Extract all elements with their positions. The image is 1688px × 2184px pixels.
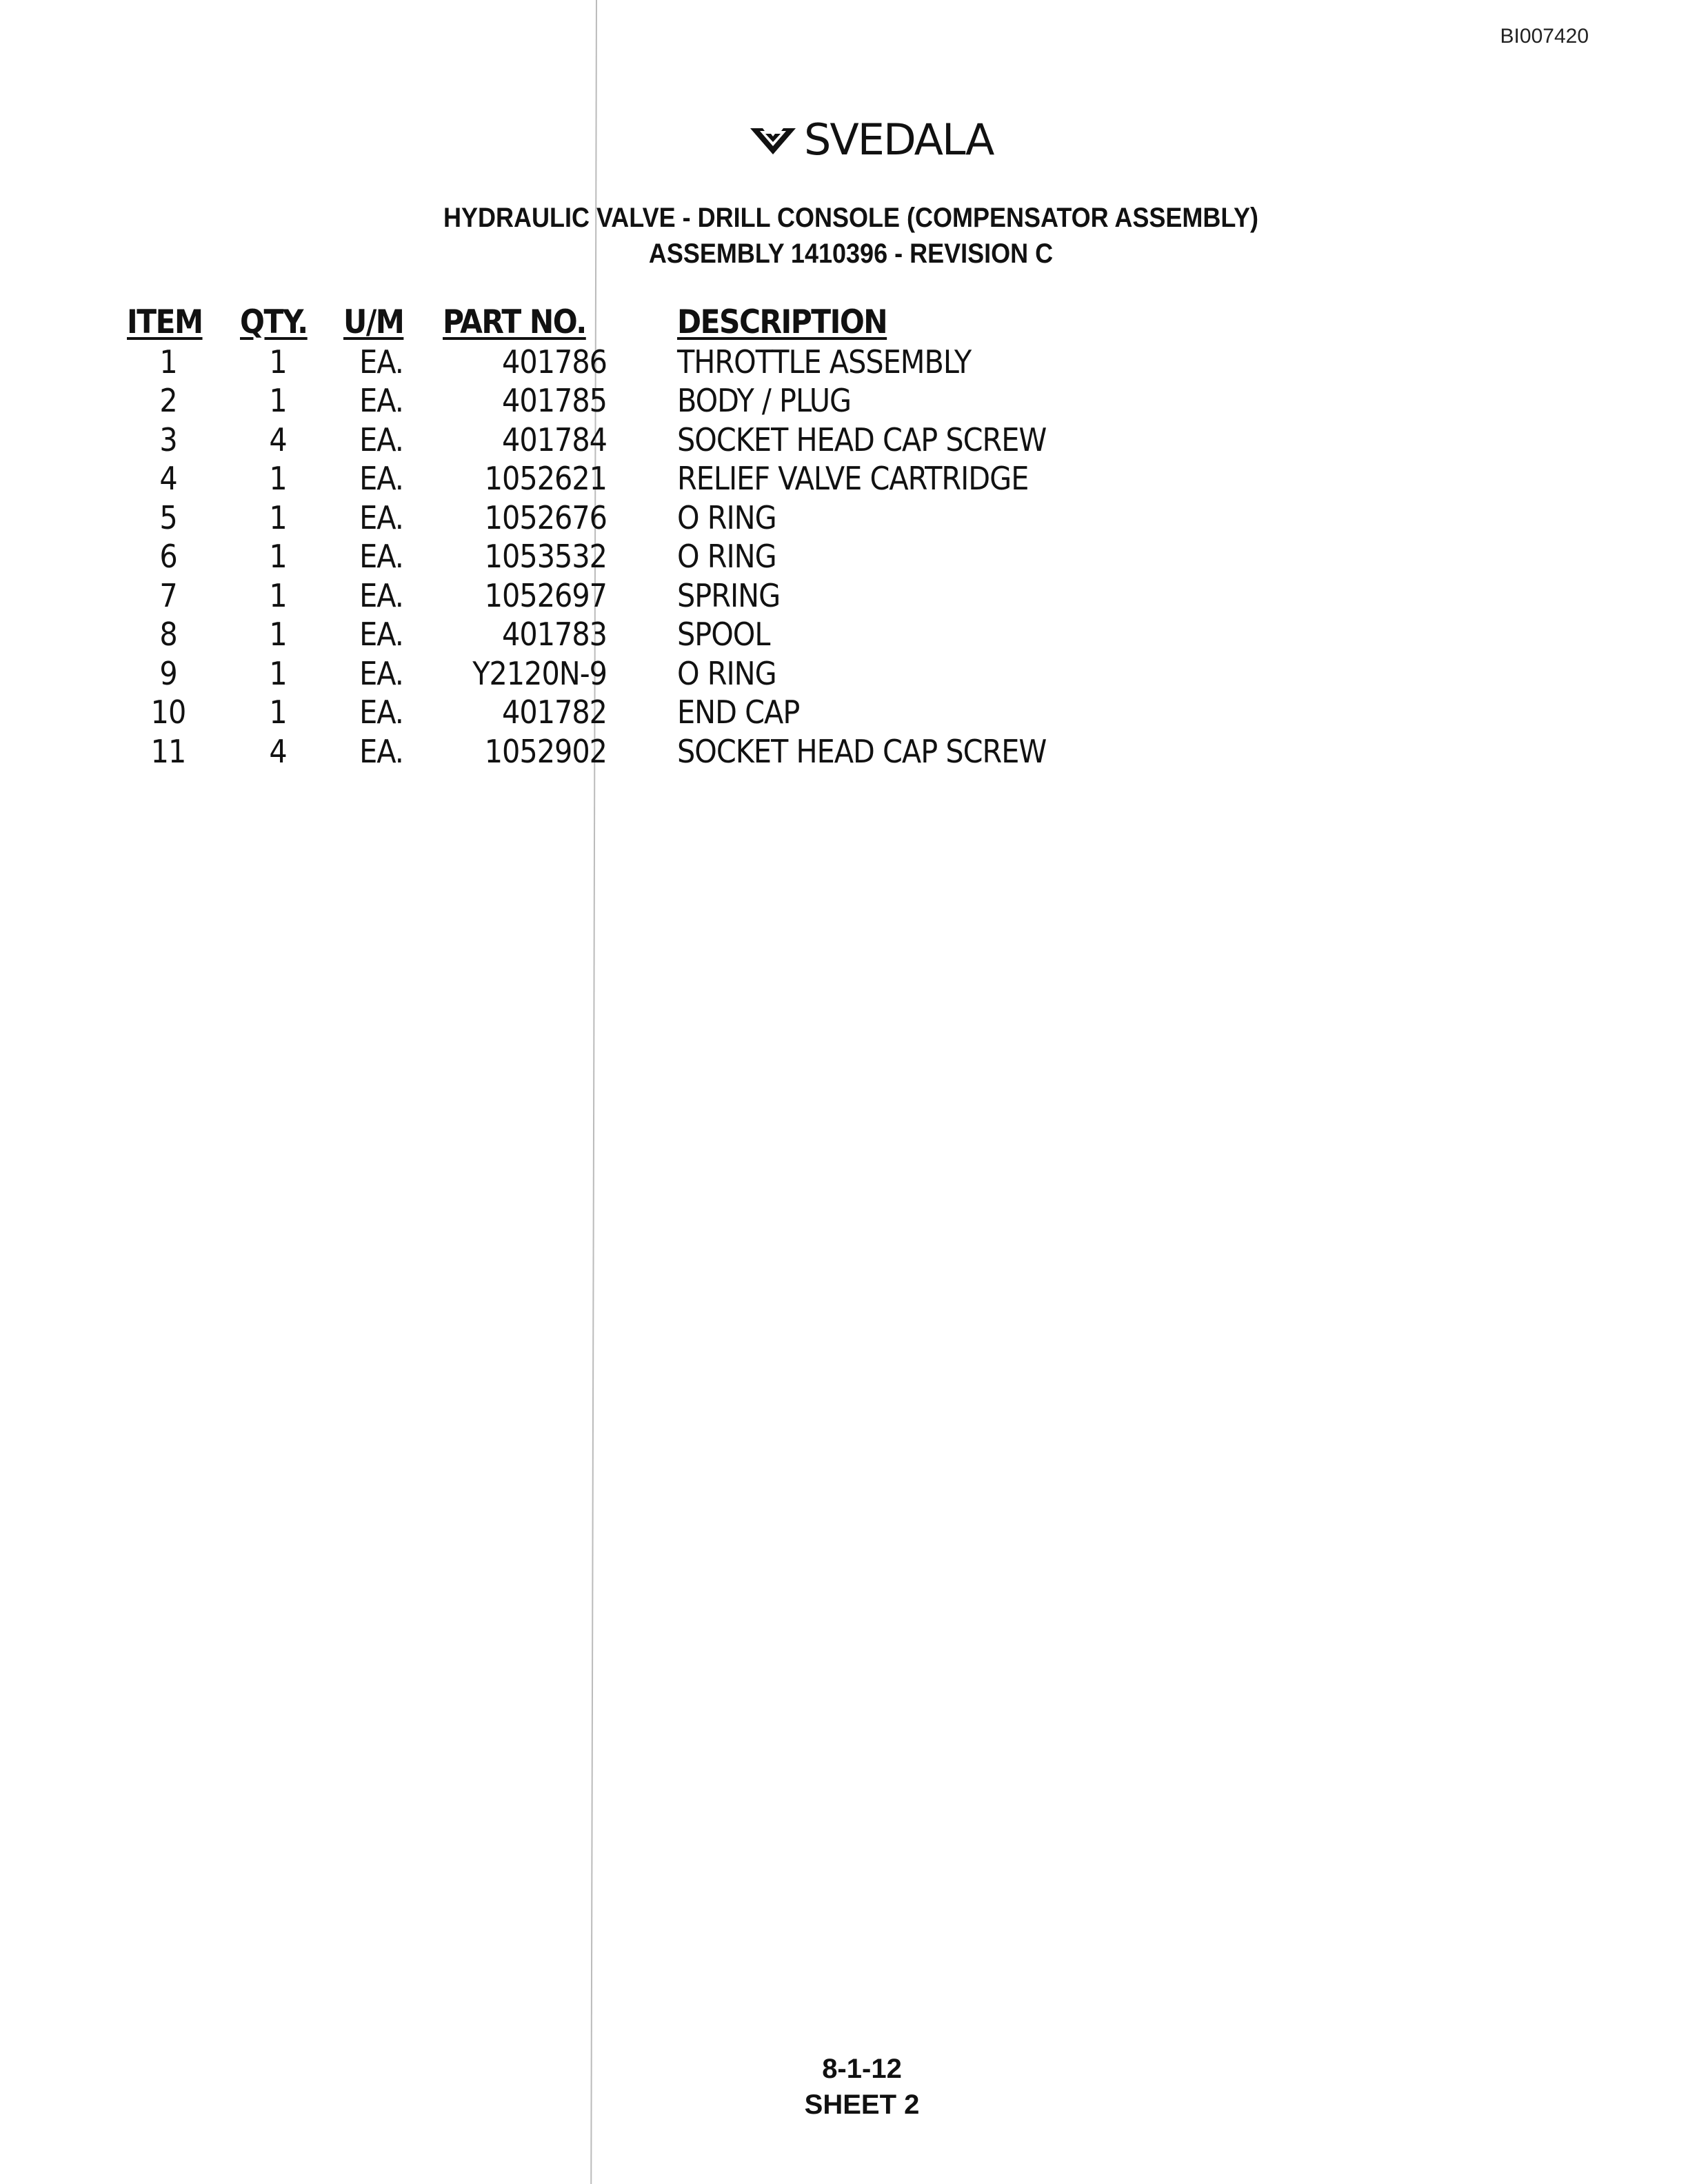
cell-qty: 1 [269, 576, 287, 614]
cell-um: EA. [359, 498, 403, 536]
cell-part-no: Y2120N-9 [472, 654, 607, 692]
cell-qty: 1 [269, 460, 287, 497]
cell-item: 7 [159, 576, 177, 614]
cell-um: EA. [359, 421, 403, 458]
cell-qty: 1 [269, 498, 287, 536]
cell-um: EA. [359, 732, 403, 770]
cell-description: THROTTLE ASSEMBLY [677, 343, 972, 381]
header-part-no: PART NO. [443, 303, 586, 341]
title-line-2: ASSEMBLY 1410396 - REVISION C [648, 239, 1054, 269]
cell-part-no: 401784 [502, 421, 607, 458]
document-title [0, 200, 1688, 272]
cell-part-no: 401785 [502, 382, 607, 419]
page-number: 8-1-12 [822, 2054, 902, 2084]
document-id: BI007420 [1500, 25, 1589, 48]
cell-um: EA. [359, 694, 403, 731]
cell-part-no: 401783 [502, 616, 607, 653]
sheet-number: SHEET 2 [804, 2090, 920, 2120]
cell-qty: 1 [269, 538, 287, 575]
cell-qty: 1 [269, 343, 287, 381]
cell-description: SPOOL [677, 616, 770, 653]
svedala-heart-mark-icon [747, 124, 798, 156]
cell-item: 6 [159, 538, 177, 575]
cell-description: SOCKET HEAD CAP SCREW [677, 732, 1047, 770]
cell-item: 8 [159, 616, 177, 653]
cell-description: O RING [677, 538, 776, 575]
cell-um: EA. [359, 538, 403, 575]
header-um: U/M [343, 303, 404, 341]
cell-part-no: 1053532 [484, 538, 607, 575]
cell-item: 9 [159, 654, 177, 692]
svedala-logo [747, 114, 994, 165]
cell-description: SOCKET HEAD CAP SCREW [677, 421, 1047, 458]
cell-qty: 1 [269, 694, 287, 731]
cell-qty: 4 [269, 421, 287, 458]
cell-item: 5 [159, 498, 177, 536]
cell-item: 1 [159, 343, 177, 381]
cell-part-no: 401786 [502, 343, 607, 381]
svedala-logo-text: SVEDALA [804, 114, 994, 165]
cell-part-no: 1052621 [484, 460, 607, 497]
cell-qty: 1 [269, 654, 287, 692]
cell-description: SPRING [677, 576, 781, 614]
header-item: ITEM [127, 303, 203, 341]
cell-description: END CAP [677, 694, 800, 731]
cell-um: EA. [359, 382, 403, 419]
cell-um: EA. [359, 654, 403, 692]
cell-qty: 1 [269, 616, 287, 653]
cell-item: 10 [150, 694, 186, 731]
cell-description: O RING [677, 498, 776, 536]
page-footer [786, 2051, 938, 2123]
cell-description: BODY / PLUG [677, 382, 852, 419]
cell-qty: 1 [269, 382, 287, 419]
cell-part-no: 1052902 [484, 732, 607, 770]
cell-part-no: 1052697 [484, 576, 607, 614]
cell-um: EA. [359, 576, 403, 614]
cell-description: RELIEF VALVE CARTRIDGE [677, 460, 1029, 497]
cell-item: 11 [150, 732, 186, 770]
cell-item: 4 [159, 460, 177, 497]
title-line-1: HYDRAULIC VALVE - DRILL CONSOLE (COMPENSATOR ASSEMBLY) [443, 203, 1259, 233]
cell-um: EA. [359, 460, 403, 497]
cell-part-no: 401782 [502, 694, 607, 731]
cell-description: O RING [677, 654, 776, 692]
cell-um: EA. [359, 343, 403, 381]
cell-part-no: 1052676 [484, 498, 607, 536]
cell-item: 2 [159, 382, 177, 419]
header-qty: QTY. [240, 303, 308, 341]
cell-item: 3 [159, 421, 177, 458]
cell-qty: 4 [269, 732, 287, 770]
cell-um: EA. [359, 616, 403, 653]
header-description: DESCRIPTION [677, 303, 887, 341]
